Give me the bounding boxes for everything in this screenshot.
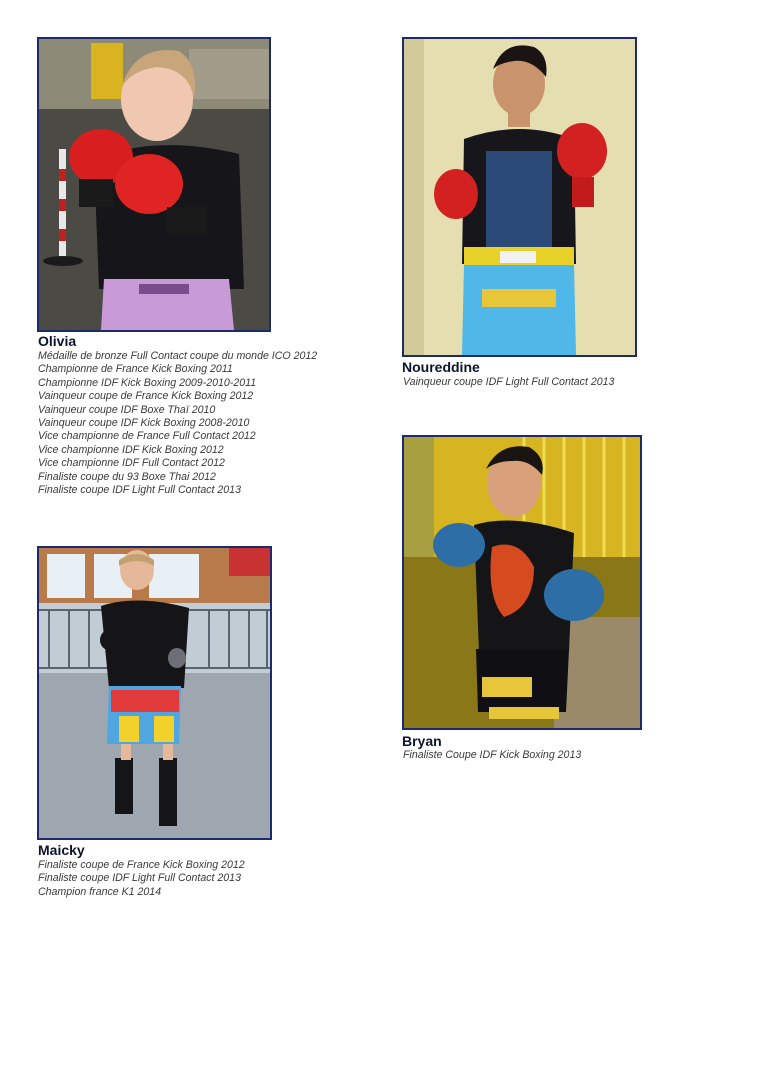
title-item: Finaliste coupe de France Kick Boxing 2012 bbox=[38, 859, 245, 871]
title-item: Finaliste coupe du 93 Boxe Thai 2012 bbox=[38, 470, 216, 483]
titles-list-bryan bbox=[403, 749, 581, 762]
title-item: Vainqueur coupe IDF Kick Boxing 2008-2010 bbox=[38, 417, 250, 430]
photo-bryan bbox=[402, 435, 642, 730]
fighter-name-bryan: Bryan bbox=[402, 733, 442, 749]
title-item: Vice championne IDF Kick Boxing 2012 bbox=[38, 443, 224, 456]
title-item: Championne IDF Kick Boxing 2009-2010-2011 bbox=[38, 376, 257, 389]
titles-list-olivia bbox=[38, 350, 317, 497]
fighter-name-maicky: Maicky bbox=[38, 842, 85, 858]
title-item: Finaliste coupe IDF Light Full Contact 2013 bbox=[38, 872, 241, 885]
title-item: Vainqueur coupe IDF Light Full Contact 2013 bbox=[403, 376, 615, 388]
title-item: Vice championne IDF Full Contact 2012 bbox=[38, 457, 225, 470]
photo-maicky bbox=[37, 546, 272, 840]
title-item: Médaille de bronze Full Contact coupe du monde ICO 2012 bbox=[38, 350, 318, 362]
title-item: Finaliste Coupe IDF Kick Boxing 2013 bbox=[403, 749, 582, 761]
title-item: Finaliste coupe IDF Light Full Contact 2013 bbox=[38, 484, 241, 497]
title-item: Championne de France Kick Boxing 2011 bbox=[38, 363, 233, 376]
titles-list-noureddine bbox=[403, 376, 614, 389]
fighter-name-noureddine: Noureddine bbox=[402, 359, 480, 375]
photo-noureddine bbox=[402, 37, 637, 357]
title-item: Champion france K1 2014 bbox=[38, 885, 162, 898]
title-item: Vice championne de France Full Contact 2012 bbox=[38, 430, 256, 443]
title-item: Vainqueur coupe de France Kick Boxing 2012 bbox=[38, 390, 254, 403]
title-item: Vainqueur coupe IDF Boxe Thaï 2010 bbox=[38, 403, 216, 416]
photo-olivia bbox=[37, 37, 271, 332]
fighter-name-olivia: Olivia bbox=[38, 333, 77, 349]
titles-list-maicky bbox=[38, 859, 245, 899]
